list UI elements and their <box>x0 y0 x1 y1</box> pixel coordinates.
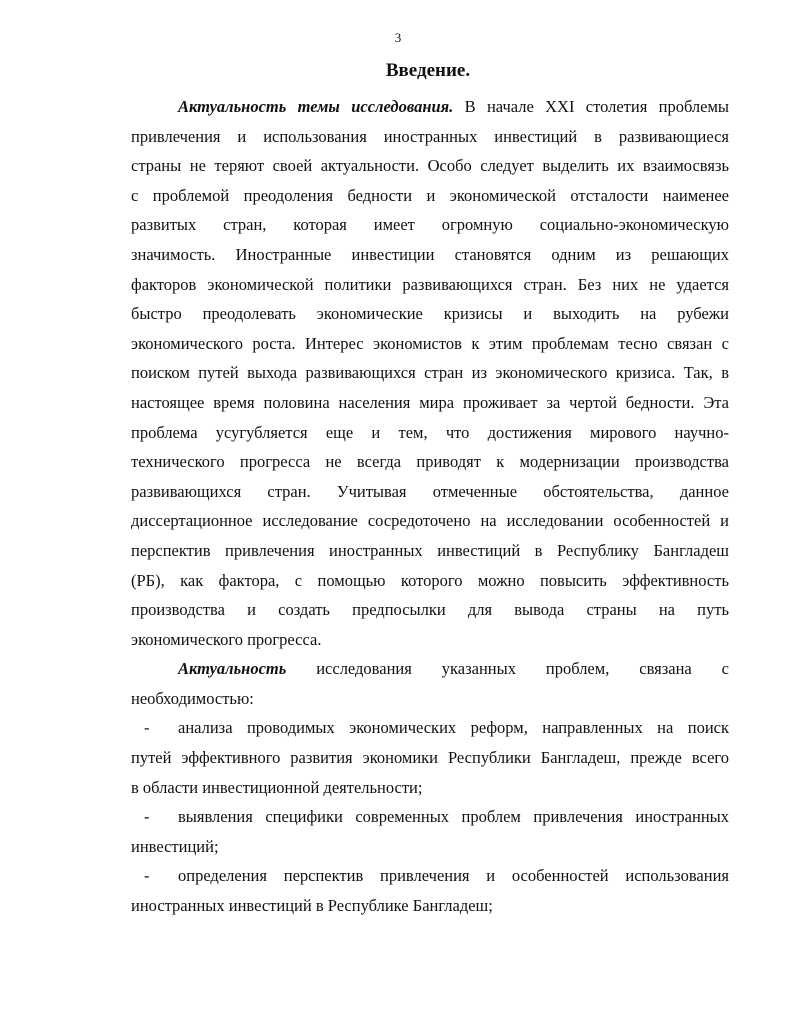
paragraph-lead: Актуальность темы исследования. <box>178 97 454 116</box>
list-item <box>131 861 729 920</box>
list-item <box>131 713 729 802</box>
paragraph-line: с проблемой преодоления бедности и экономической отсталости наименее <box>131 185 729 205</box>
paragraph-lead: Актуальность <box>178 659 287 679</box>
list-dash: - <box>144 866 150 886</box>
paragraph-line: развивающихся стран. Учитывая отмеченные обстоятельства, данное <box>131 481 729 501</box>
page-number: 3 <box>394 30 402 45</box>
paragraph-line: необходимостью: <box>131 688 254 708</box>
list-line: путей эффективного развития экономики Республики Бангладеш, прежде всего <box>131 748 729 768</box>
paragraph-line: значимость. Иностранные инвестиции становятся одним из решающих <box>131 244 729 264</box>
paragraph-line: поиском путей выхода развивающихся стран из экономического кризиса. Так, в <box>131 363 729 383</box>
paragraph-line: настоящее время половина населения мира проживает за чертой бедности. Эта <box>131 392 729 412</box>
paragraph-line: привлечения и использования иностранных инвестиций в развивающиеся <box>131 126 729 146</box>
list-line: инвестиций; <box>131 836 219 856</box>
list-line: иностранных инвестиций в Республике Бангладеш; <box>131 896 493 916</box>
paragraph-line: производства и создать предпосылки для вывода страны на путь <box>131 600 729 620</box>
paragraph-relevance <box>131 92 729 654</box>
paragraph-line: Актуальность темы исследования. В начале XXI столетия проблемы <box>178 97 730 116</box>
paragraph-line: экономического прогресса. <box>131 629 322 649</box>
paragraph-line: быстро преодолевать экономические кризисы и выходить на рубежи <box>131 304 729 324</box>
list-line: в области инвестиционной деятельности; <box>131 777 423 797</box>
paragraph-line: развитых стран, которая имеет огромную социально-экономическую <box>131 215 729 235</box>
paragraph-line: проблема усугубляется еще и тем, что достижения мирового научно- <box>131 422 729 442</box>
paragraph-line: технического прогресса не всегда приводят к модернизации производства <box>131 452 729 472</box>
list-line: выявления специфики современных проблем привлечения иностранных <box>178 807 729 827</box>
paragraph-necessity <box>131 654 729 713</box>
list-dash: - <box>144 718 150 738</box>
paragraph-line: диссертационное исследование сосредоточено на исследовании особенностей и <box>131 511 729 531</box>
paragraph-line: экономического роста. Интерес экономистов к этим проблемам тесно связан с <box>131 333 729 353</box>
paragraph-line: (РБ), как фактора, с помощью которого можно повысить эффективность <box>131 570 729 590</box>
section-title: Введение. <box>385 60 471 81</box>
paragraph-line: страны не теряют своей актуальности. Особо следует выделить их взаимосвязь <box>131 156 729 176</box>
paragraph-line: перспектив привлечения иностранных инвестиций в Республику Бангладеш <box>131 540 729 560</box>
body-text <box>131 92 729 921</box>
list-line: определения перспектив привлечения и особенностей использования <box>178 866 729 886</box>
paragraph-line: факторов экономической политики развивающихся стран. Без них не удается <box>131 274 729 294</box>
list-dash: - <box>144 807 150 827</box>
paragraph-line: Актуальность исследования указанных проблем, связана с <box>178 659 730 679</box>
list-line: анализа проводимых экономических реформ, направленных на поиск <box>178 718 729 738</box>
list-item <box>131 802 729 861</box>
